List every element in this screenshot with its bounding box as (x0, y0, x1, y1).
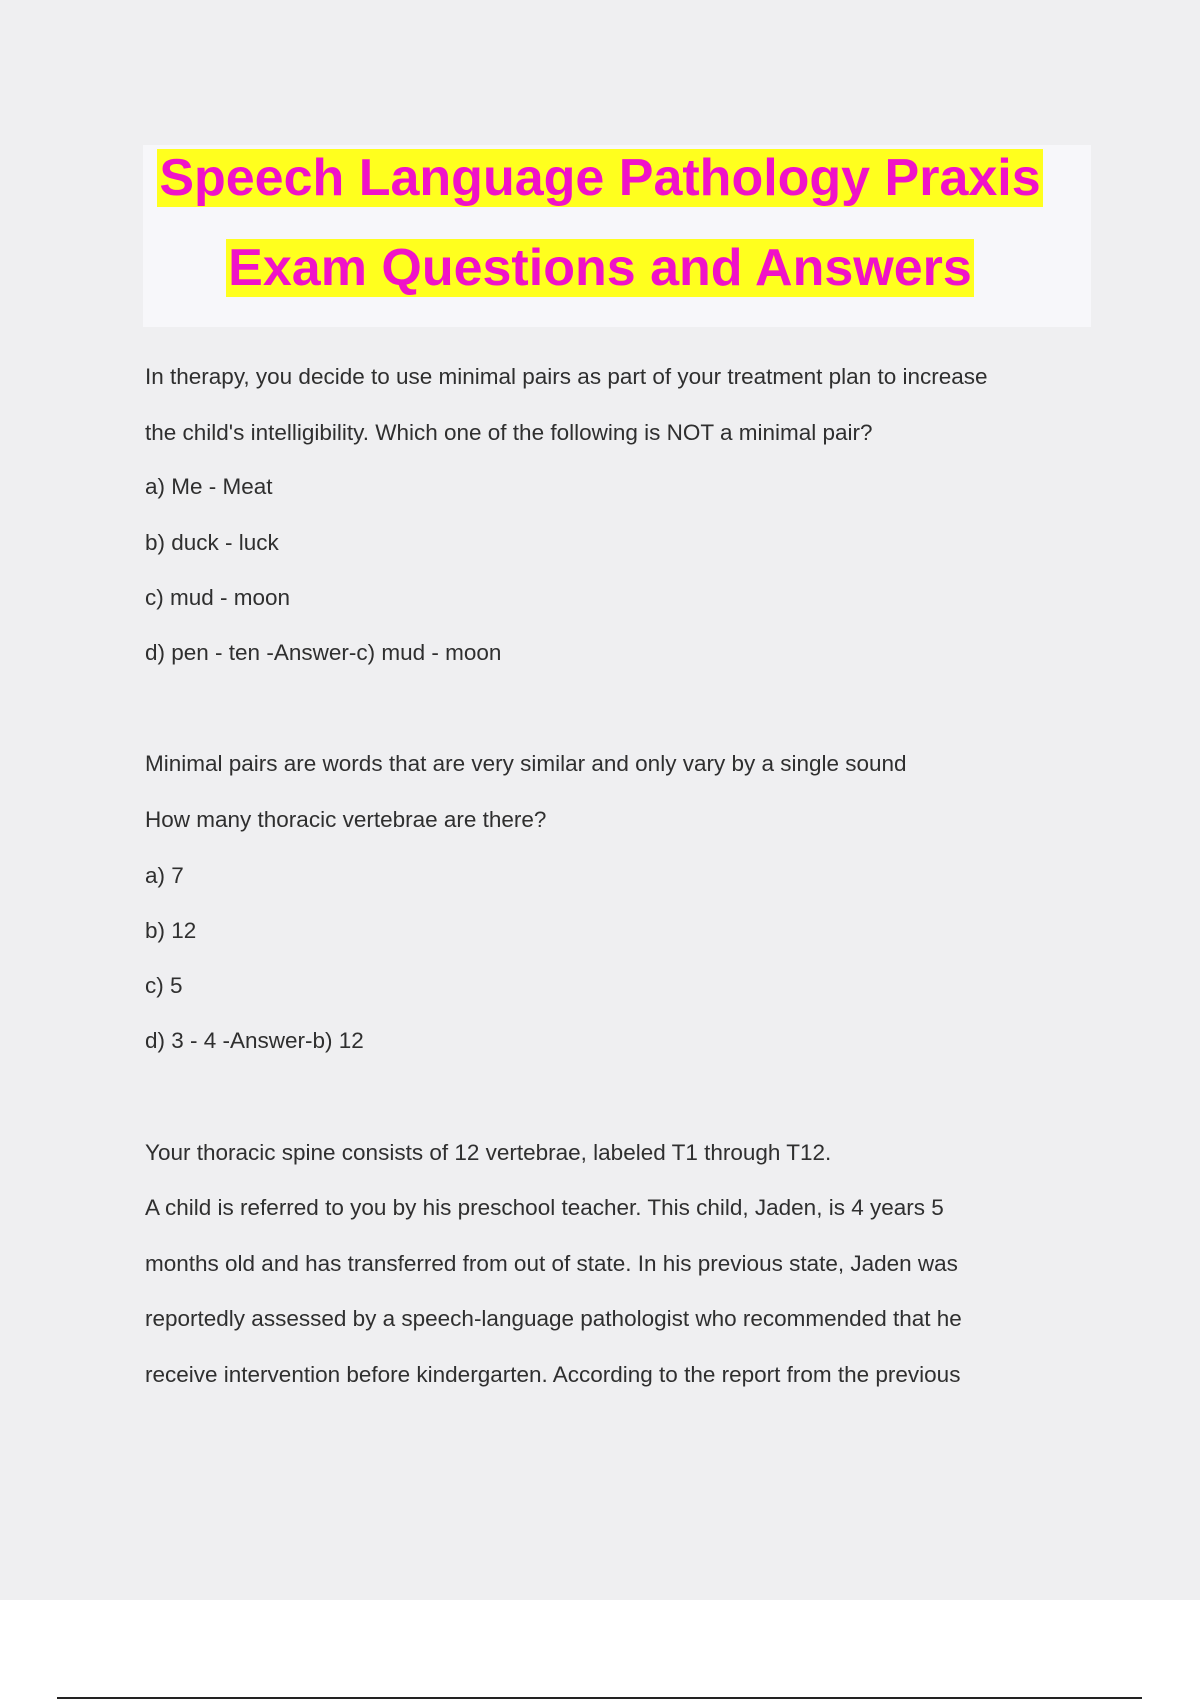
title-line-2 (0, 238, 1200, 298)
body-line: In therapy, you decide to use minimal pairs as part of your treatment plan to increase (145, 364, 988, 389)
title-line-1 (0, 148, 1200, 208)
title-text-1: Speech Language Pathology Praxis (159, 149, 1041, 207)
answer-option: a) Me - Meat (145, 474, 273, 499)
answer-option: b) 12 (145, 918, 197, 943)
answer-option: d) 3 - 4 -Answer-b) 12 (145, 1028, 364, 1053)
footer-divider (57, 1697, 1142, 1699)
body-line: the child's intelligibility. Which one of the following is NOT a minimal pair? (145, 420, 873, 445)
answer-option: d) pen - ten -Answer-c) mud - moon (145, 640, 502, 665)
answer-option: a) 7 (145, 863, 184, 888)
body-line: reportedly assessed by a speech-language pathologist who recommended that he (145, 1306, 962, 1331)
title-text-2: Exam Questions and Answers (228, 239, 972, 297)
body-line: How many thoracic vertebrae are there? (145, 807, 547, 832)
answer-option: c) mud - moon (145, 585, 291, 610)
answer-option: c) 5 (145, 973, 183, 998)
body-line: A child is referred to you by his preschool teacher. This child, Jaden, is 4 years 5 (145, 1195, 944, 1220)
explanation-line: Minimal pairs are words that are very similar and only vary by a single sound (145, 751, 907, 776)
answer-option: b) duck - luck (145, 530, 279, 555)
explanation-line: Your thoracic spine consists of 12 vertebrae, labeled T1 through T12. (145, 1140, 832, 1165)
body-line: months old and has transferred from out of state. In his previous state, Jaden was (145, 1251, 958, 1276)
body-line: receive intervention before kindergarten. According to the report from the previous (145, 1362, 961, 1387)
